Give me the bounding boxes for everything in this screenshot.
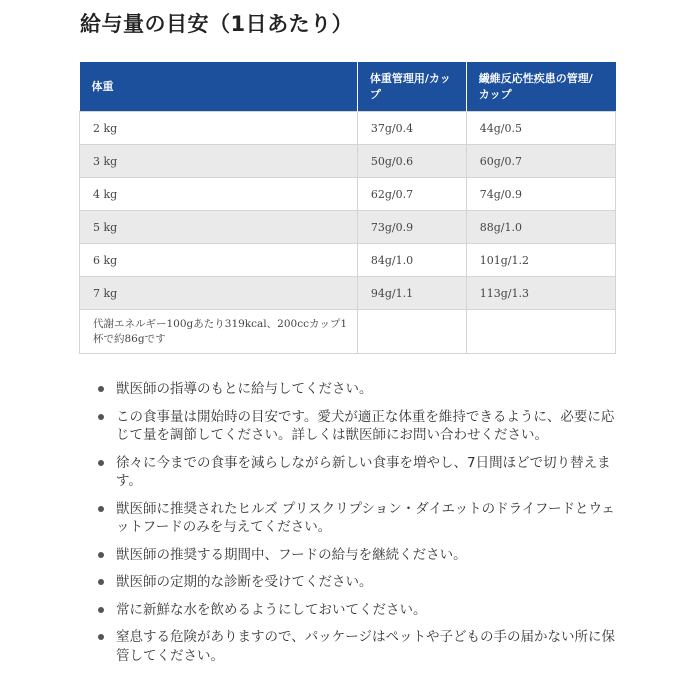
list-item-text: 獣医師の定期的な診断を受けてください。 (116, 574, 373, 590)
list-item (98, 408, 620, 445)
cell-weight-management: 73g/0.9 (357, 211, 466, 244)
list-item (98, 628, 620, 665)
list-item-text: 常に新鮮な水を飲めるようにしておいてください。 (116, 601, 427, 618)
table-row (80, 145, 616, 178)
header-weight-management: 体重管理用/カップ (357, 62, 466, 112)
cell-weight: 2 kg (80, 112, 358, 145)
cell-weight: 4 kg (80, 178, 358, 211)
cell-weight: 5 kg (80, 211, 358, 244)
list-item-text: 獣医師の指導のもとに給与してください。 (116, 381, 373, 397)
cell-weight-management: 84g/1.0 (357, 244, 466, 277)
table-note-row (80, 310, 616, 354)
cell-weight-management: 50g/0.6 (357, 145, 466, 178)
table-row (80, 112, 616, 145)
list-item (98, 601, 620, 620)
list-item (98, 500, 620, 537)
cell-weight-management: 94g/1.1 (357, 277, 466, 310)
bullet-icon (98, 414, 104, 420)
table-row (80, 211, 616, 244)
table-row (80, 178, 616, 211)
cell-weight: 6 kg (80, 244, 358, 277)
empty-cell (357, 310, 466, 354)
cell-fiber-responsive: 101g/1.2 (466, 244, 615, 277)
cell-fiber-responsive: 74g/0.9 (466, 178, 615, 211)
cell-weight: 7 kg (80, 277, 358, 310)
bullet-icon (98, 552, 104, 558)
feeding-table (79, 62, 616, 354)
table-header-row (80, 62, 616, 112)
list-item (98, 380, 620, 399)
bullet-icon (98, 634, 104, 640)
bullet-icon (98, 607, 104, 613)
bullet-icon (98, 386, 104, 392)
list-item-text: 獣医師に推奨されたヒルズ プリスクリプション・ダイエットのドライフードとウェットフードのみを与えてください。 (116, 500, 615, 535)
cell-fiber-responsive: 88g/1.0 (466, 211, 615, 244)
table-row (80, 244, 616, 277)
empty-cell (466, 310, 615, 354)
list-item (98, 454, 620, 491)
list-item (98, 573, 620, 592)
list-item-text: この食事量は開始時の目安です。愛犬が適正な体重を維持できるように、必要に応じて量を調節してください。詳しくは獣医師にお問い合わせください。 (116, 408, 615, 443)
cell-weight: 3 kg (80, 145, 358, 178)
list-item-text: 徐々に今までの食事を減らしながら新しい食事を増やし、7日間ほどで切り替えます。 (116, 454, 611, 489)
bullet-icon (98, 460, 104, 466)
header-fiber-responsive: 繊維反応性疾患の管理/カップ (466, 62, 615, 112)
cell-weight-management: 37g/0.4 (357, 112, 466, 145)
cell-fiber-responsive: 44g/0.5 (466, 112, 615, 145)
list-item-text: 獣医師の推奨する期間中、フードの給与を継続ください。 (116, 546, 467, 563)
bullet-icon (98, 579, 104, 585)
cell-fiber-responsive: 113g/1.3 (466, 277, 615, 310)
list-item (98, 546, 620, 565)
instructions-list (98, 380, 620, 674)
table-row (80, 277, 616, 310)
bullet-icon (98, 506, 104, 512)
cell-weight-management: 62g/0.7 (357, 178, 466, 211)
header-weight: 体重 (80, 62, 358, 112)
page-title: 給与量の目安（1日あたり） (80, 12, 354, 36)
energy-note: 代謝エネルギー100gあたり319kcal、200ccカップ1杯で約86gです (80, 310, 358, 354)
cell-fiber-responsive: 60g/0.7 (466, 145, 615, 178)
list-item-text: 窒息する危険がありますので、パッケージはペットや子どもの手の届かない所に保管してください。 (116, 629, 615, 664)
